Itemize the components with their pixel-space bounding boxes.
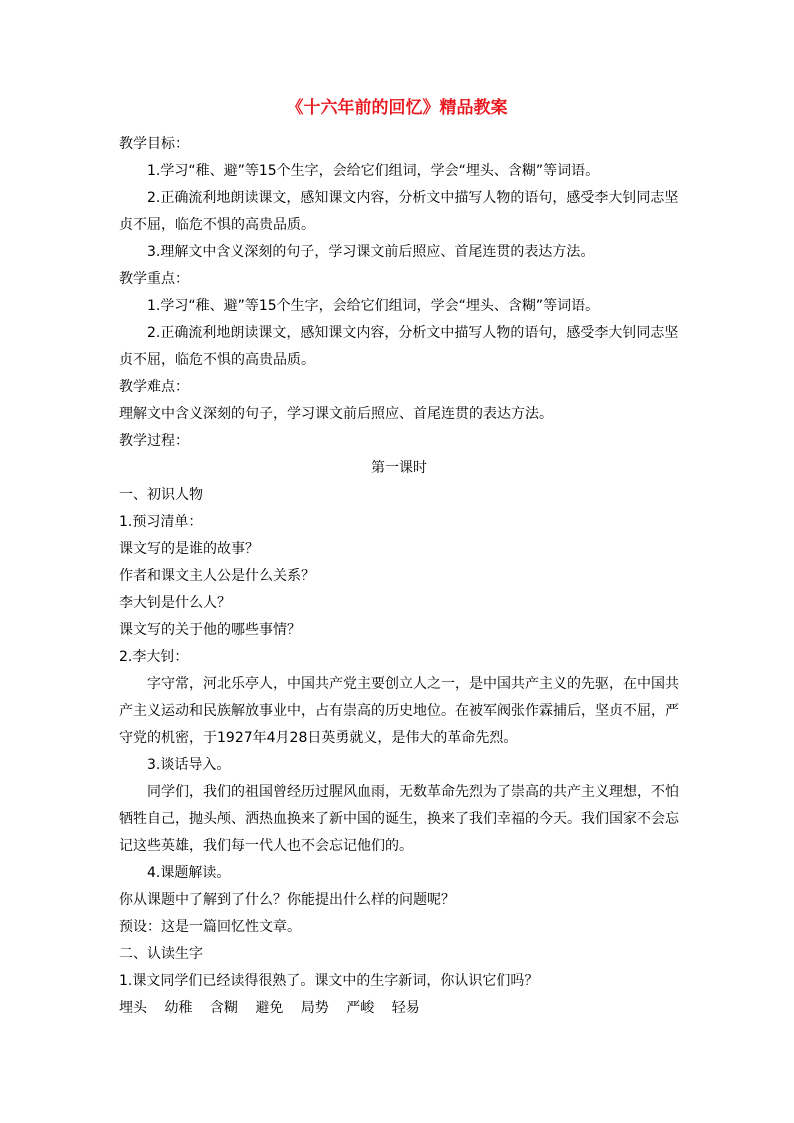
goals-heading: 教学目标： xyxy=(119,136,189,152)
process-heading: 教学过程： xyxy=(119,433,189,449)
talk-heading: 3.谈话导入。 xyxy=(147,757,231,773)
preview-question: 课文写的关于他的哪些事情？ xyxy=(119,622,301,638)
key-points-heading: 教学重点： xyxy=(119,271,189,287)
preview-question: 课文写的是谁的故事？ xyxy=(119,541,259,557)
word-item: 避免 xyxy=(255,1000,284,1016)
preview-question: 李大钊是什么人？ xyxy=(119,595,231,611)
section-heading: 二、认读生字 xyxy=(119,946,203,962)
talk-paragraph: 牺牲自己，抛头颅、洒热血换来了新中国的诞生，换来了我们幸福的今天。我们国家不会忘 xyxy=(119,811,679,827)
word-item: 局势 xyxy=(300,1000,329,1016)
goal-item: 2.正确流利地朗读课文，感知课文内容，分析文中描写人物的语句，感受李大钊同志坚 xyxy=(147,190,679,206)
word-item: 含糊 xyxy=(209,1000,238,1016)
document-title: 《十六年前的回忆》精品教案 xyxy=(286,98,508,118)
goal-item-continued: 贞不屈，临危不惧的高贵品质。 xyxy=(119,217,315,233)
li-dazhao-paragraph: 字守常，河北乐亭人，中国共产党主要创立人之一，是中国共产主义的先驱，在中国共 xyxy=(147,676,679,692)
talk-paragraph: 记这些英雄，我们每一代人也不会忘记他们的。 xyxy=(119,838,413,854)
key-point-item-continued: 贞不屈，临危不惧的高贵品质。 xyxy=(119,352,315,368)
topic-preset: 预设：这是一篇回忆性文章。 xyxy=(119,919,301,935)
word-item: 幼稚 xyxy=(164,1000,193,1016)
goal-item: 3.理解文中含义深刻的句子，学习课文前后照应、首尾连贯的表达方法。 xyxy=(147,244,595,260)
recognize-question: 1.课文同学们已经读得很熟了。课文中的生字新词，你认识它们吗？ xyxy=(119,973,539,989)
document-body xyxy=(119,131,679,1022)
li-dazhao-heading: 2.李大钊： xyxy=(119,649,189,665)
preview-heading: 1.预习清单： xyxy=(119,514,203,530)
lesson-label: 第一课时 xyxy=(371,460,427,476)
difficulty-text: 理解文中含义深刻的句子，学习课文前后照应、首尾连贯的表达方法。 xyxy=(119,406,553,422)
word-list xyxy=(119,995,679,1022)
topic-heading: 4.课题解读。 xyxy=(147,865,231,881)
key-point-item: 2.正确流利地朗读课文，感知课文内容，分析文中描写人物的语句，感受李大钊同志坚 xyxy=(147,325,679,341)
section-heading: 一、初识人物 xyxy=(119,487,203,503)
li-dazhao-paragraph: 守党的机密，于1927年4月28日英勇就义，是伟大的革命先烈。 xyxy=(119,730,518,746)
word-item: 轻易 xyxy=(391,1000,420,1016)
topic-question: 你从课题中了解到了什么？你能提出什么样的问题呢？ xyxy=(119,892,455,908)
word-item: 严峻 xyxy=(346,1000,375,1016)
li-dazhao-paragraph: 产主义运动和民族解放事业中，占有崇高的历史地位。在被军阀张作霖捕后，坚贞不屈，严 xyxy=(119,703,679,719)
preview-question: 作者和课文主人公是什么关系？ xyxy=(119,568,315,584)
key-point-item: 1.学习“稚、避”等15个生字，会给它们组词，学会“埋头、含糊”等词语。 xyxy=(147,298,600,314)
difficulty-heading: 教学难点： xyxy=(119,379,189,395)
goal-item: 1.学习“稚、避”等15个生字，会给它们组词，学会“埋头、含糊”等词语。 xyxy=(147,163,600,179)
word-item: 埋头 xyxy=(119,1000,147,1016)
talk-paragraph: 同学们，我们的祖国曾经历过腥风血雨，无数革命先烈为了崇高的共产主义理想，不怕 xyxy=(147,784,679,800)
